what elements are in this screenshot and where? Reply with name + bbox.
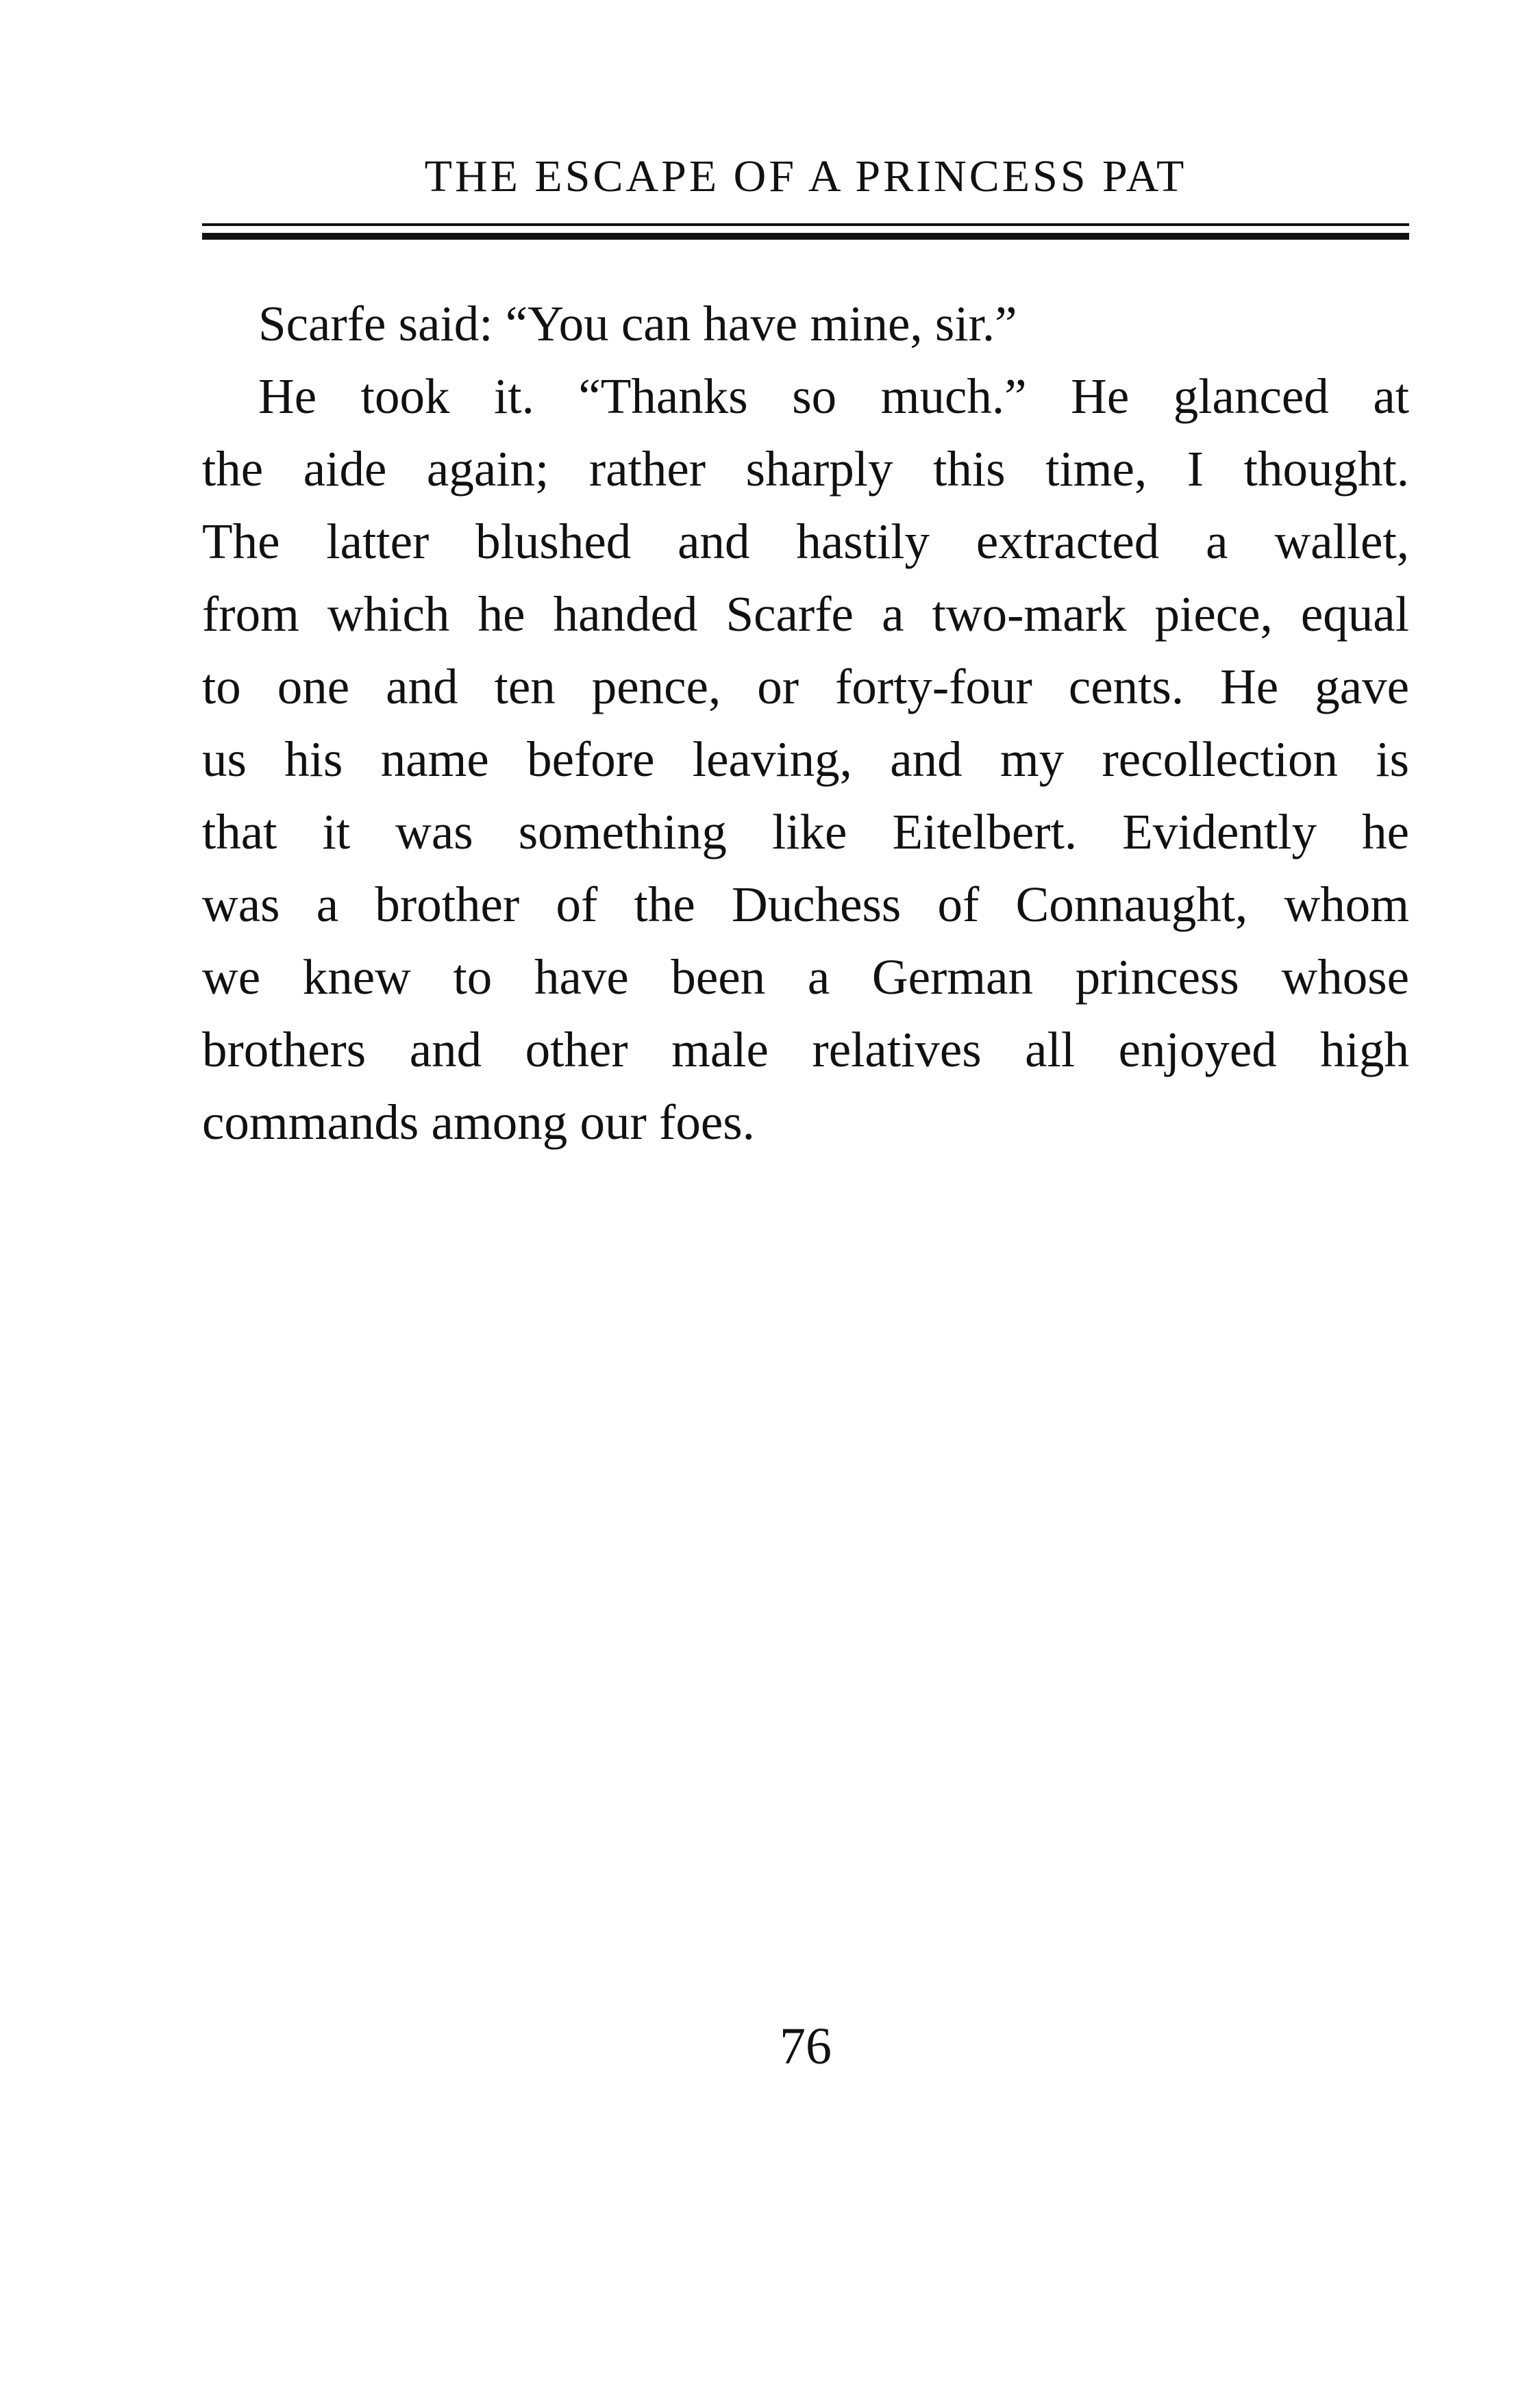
text-line: The latter blushed and hastily extracted a wallet, (202, 514, 1409, 569)
text-line: brothers and other male relatives all enjoyed high (202, 1022, 1409, 1077)
running-header: THE ESCAPE OF A PRINCESS PAT (424, 151, 1187, 201)
text-line: that it was something like Eitelbert. Evidently he (202, 804, 1409, 860)
body-text (202, 288, 1409, 1159)
text-line: we knew to have been a German princess whose (202, 949, 1409, 1005)
text-line: the aide again; rather sharply this time, I thought. (202, 441, 1409, 497)
text-line: was a brother of the Duchess of Connaught, whom (202, 877, 1409, 932)
text-line: He took it. “Thanks so much.” He glanced at (258, 368, 1409, 424)
text-line: from which he handed Scarfe a two-mark piece, equal (202, 586, 1409, 642)
text-line: Scarfe said: “You can have mine, sir.” (258, 296, 1017, 351)
text-line: us his name before leaving, and my recollection is (202, 731, 1409, 787)
text-line: to one and ten pence, or forty-four cents. He gave (202, 659, 1409, 714)
paragraph (202, 288, 1409, 360)
paragraph (202, 360, 1409, 1159)
header-rule-thick (202, 233, 1409, 240)
page-number: 76 (780, 2018, 832, 2075)
header-rule-thin (202, 223, 1409, 226)
text-line: commands among our foes. (202, 1094, 755, 1150)
